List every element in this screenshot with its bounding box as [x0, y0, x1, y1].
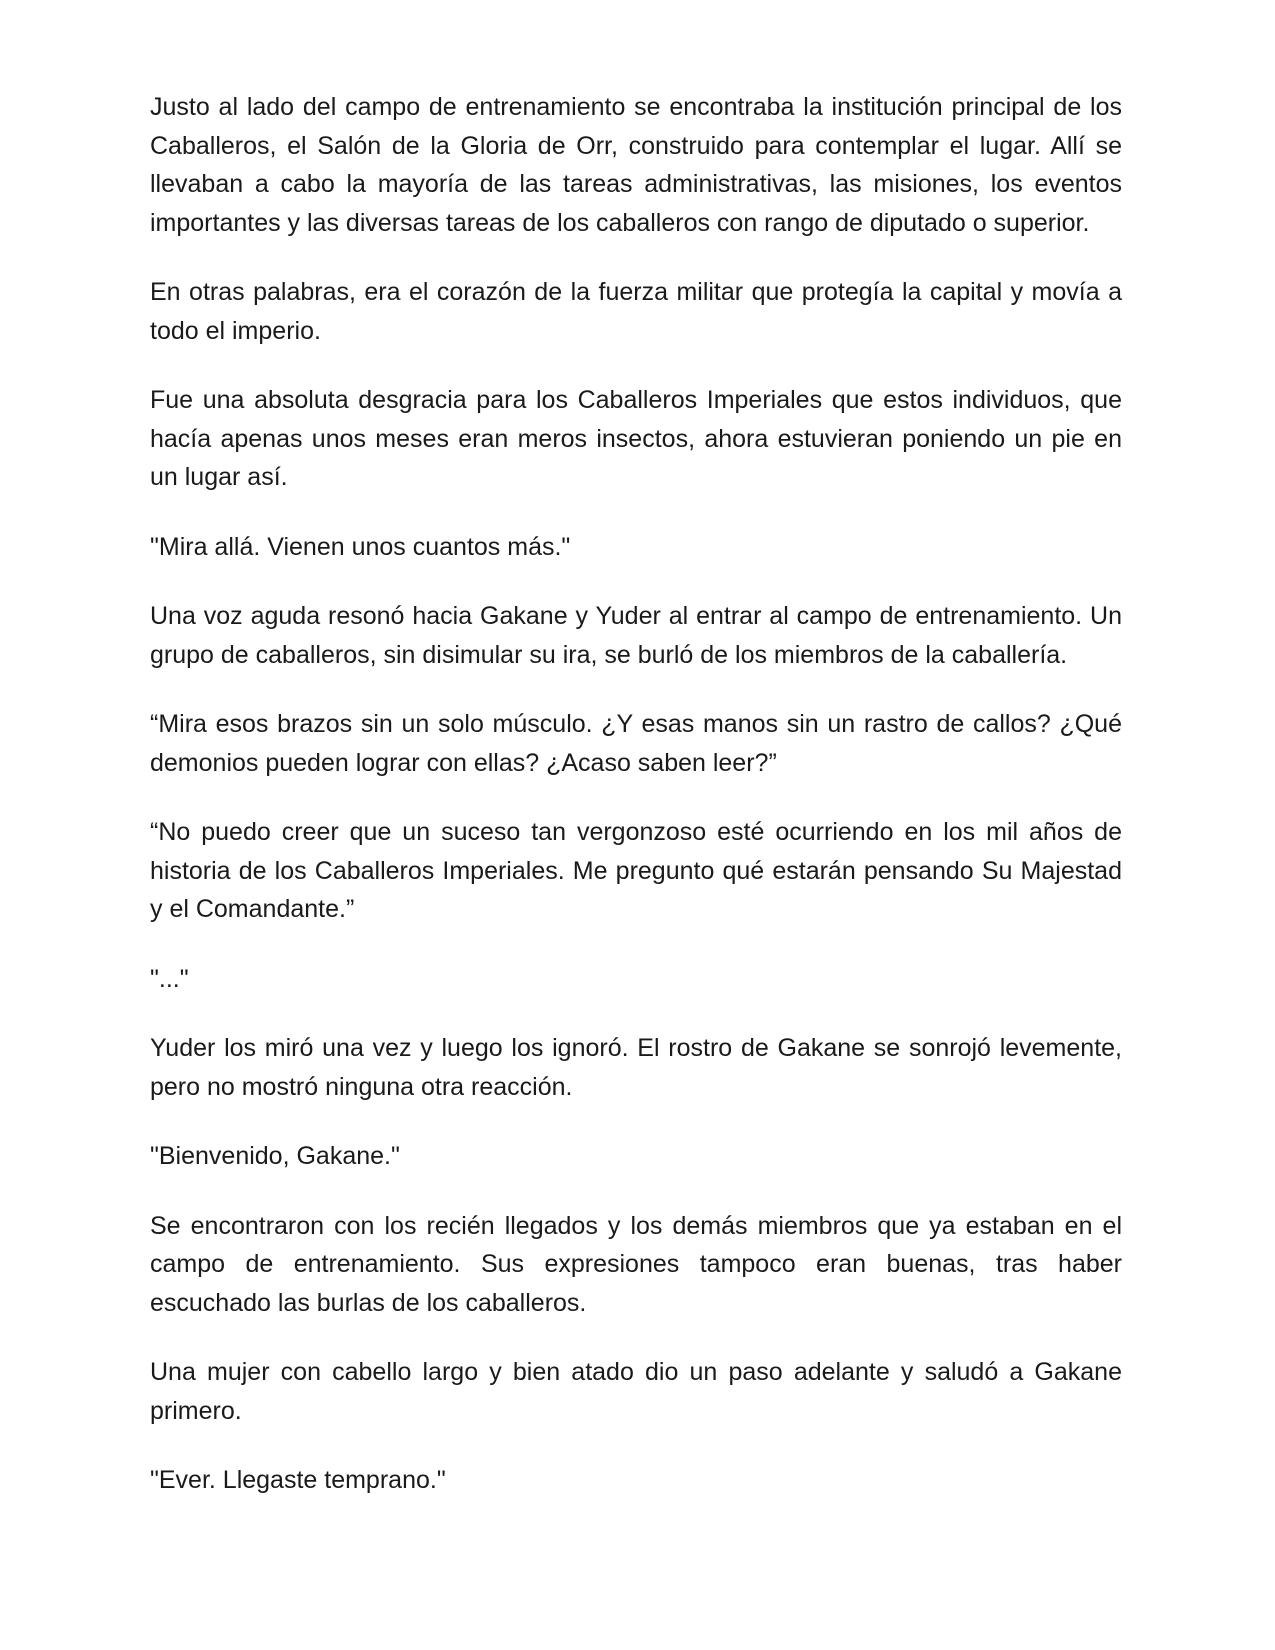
dialogue-line: "..." — [150, 964, 189, 993]
paragraph: Yuder los miró una vez y luego los ignoró. El rostro de Gakane se sonrojó levemente, pero no mostró ninguna otra reacción. — [150, 1034, 1122, 1101]
paragraph: En otras palabras, era el corazón de la fuerza militar que protegía la capital y movía a todo el imperio. — [150, 278, 1122, 345]
document-page — [150, 88, 1122, 1500]
dialogue-line: "Ever. Llegaste temprano." — [150, 1466, 446, 1494]
paragraph: Justo al lado del campo de entrenamiento se encontraba la institución principal de los Caballeros, el Salón de la Gloria de Orr, construido para contemplar el lugar. Allí se llevaban a cabo la mayoría de las tareas administrativas, las misiones, los eventos importantes y las diversas tareas de los caballeros con rango de diputado o superior. — [150, 93, 1122, 237]
dialogue-line: "Bienvenido, Gakane." — [150, 1142, 400, 1170]
dialogue-line: “Mira esos brazos sin un solo músculo. ¿Y esas manos sin un rastro de callos? ¿Qué demonios pueden lograr con ellas? ¿Acaso saben leer?” — [150, 710, 1122, 777]
paragraph: Una voz aguda resonó hacia Gakane y Yuder al entrar al campo de entrenamiento. Un grupo de caballeros, sin disimular su ira, se burló de los miembros de la caballería. — [150, 602, 1122, 669]
paragraph: Una mujer con cabello largo y bien atado dio un paso adelante y saludó a Gakane primero. — [150, 1358, 1122, 1425]
paragraph: Fue una absoluta desgracia para los Caballeros Imperiales que estos individuos, que hacía apenas unos meses eran meros insectos, ahora estuvieran poniendo un pie en un lugar así. — [150, 386, 1122, 491]
dialogue-line: “No puedo creer que un suceso tan vergonzoso esté ocurriendo en los mil años de historia de los Caballeros Imperiales. Me pregunto qué estarán pensando Su Majestad y el Comandante.” — [150, 818, 1122, 923]
paragraph: Se encontraron con los recién llegados y los demás miembros que ya estaban en el campo de entrenamiento. Sus expresiones tampoco eran buenas, tras haber escuchado las burlas de los caballeros. — [150, 1211, 1122, 1317]
dialogue-line: "Mira allá. Vienen unos cuantos más." — [150, 532, 571, 561]
